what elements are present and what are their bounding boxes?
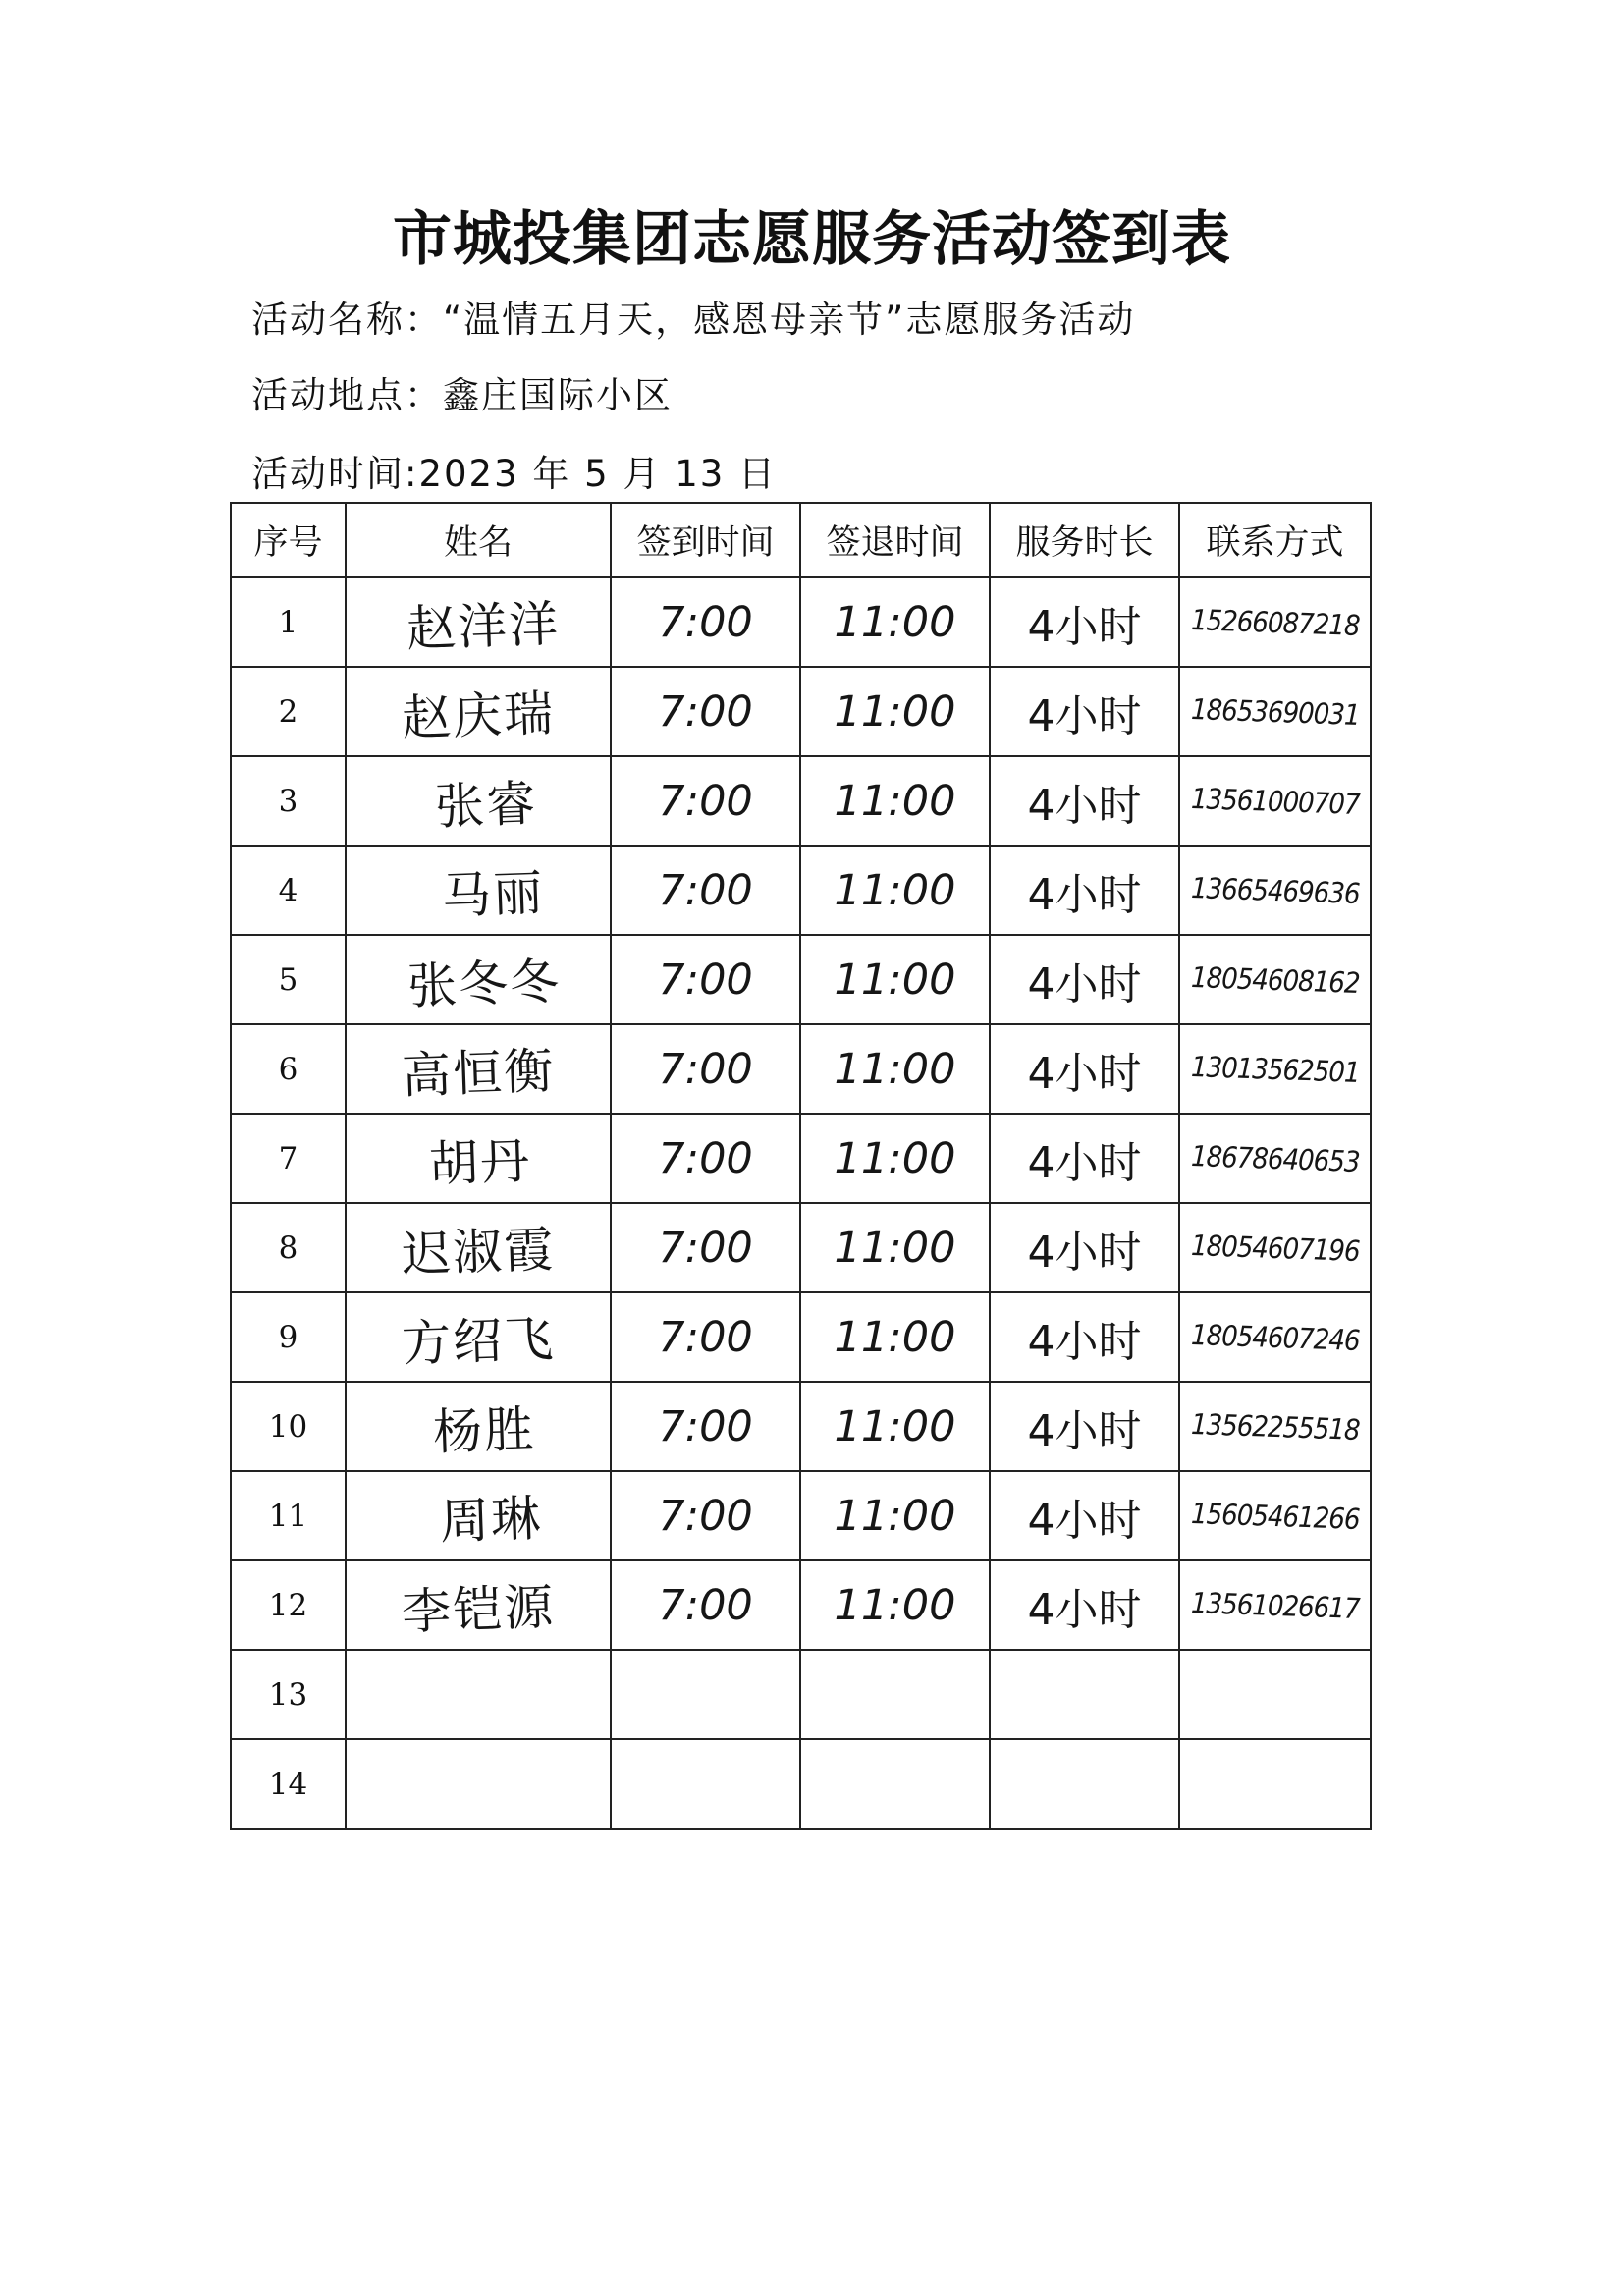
row-index: 6 xyxy=(278,1051,298,1087)
row-index-cell xyxy=(231,1471,346,1560)
volunteer-name-cell xyxy=(346,667,611,756)
row-index-cell xyxy=(231,1650,346,1739)
service-duration-cell xyxy=(990,1382,1179,1471)
contact-phone: 18678640653 xyxy=(1190,1138,1360,1178)
table-row xyxy=(231,577,1371,667)
sign-in-time-cell xyxy=(611,756,800,846)
sign-out-time: 11:00 xyxy=(834,1312,956,1362)
header-service-duration: 服务时长 xyxy=(990,503,1179,577)
header-name: 姓名 xyxy=(346,503,611,577)
sign-out-time: 11:00 xyxy=(834,865,956,915)
sign-in-time-cell xyxy=(611,1114,800,1203)
volunteer-name: 杨胜 xyxy=(432,1399,537,1461)
sign-out-time: 11:00 xyxy=(834,597,956,647)
volunteer-name: 李铠源 xyxy=(401,1577,557,1641)
sign-out-time-cell xyxy=(800,756,990,846)
table-row xyxy=(231,1382,1371,1471)
sign-out-time-cell xyxy=(800,577,990,667)
volunteer-name-cell xyxy=(346,1024,611,1114)
sign-out-time-cell xyxy=(800,1203,990,1292)
service-duration: 4小时 xyxy=(1027,601,1142,652)
service-duration-cell xyxy=(990,1292,1179,1382)
row-index: 8 xyxy=(278,1230,298,1266)
contact-phone: 13561000707 xyxy=(1190,781,1360,821)
table-row xyxy=(231,1560,1371,1650)
table-row xyxy=(231,1203,1371,1292)
activity-place: 活动地点：鑫庄国际小区 xyxy=(251,374,673,416)
contact-phone-cell xyxy=(1179,846,1371,935)
volunteer-name-cell xyxy=(346,1114,611,1203)
row-index: 13 xyxy=(268,1676,308,1713)
sign-out-time-cell xyxy=(800,1560,990,1650)
service-duration-cell xyxy=(990,1650,1179,1739)
table-row xyxy=(231,1471,1371,1560)
sign-in-time-cell xyxy=(611,667,800,756)
service-duration-cell xyxy=(990,935,1179,1024)
contact-phone: 13013562501 xyxy=(1190,1049,1360,1089)
sign-out-time: 11:00 xyxy=(834,686,956,737)
activity-time: 活动时间:2023 年 5 月 13 日 xyxy=(251,453,778,495)
sign-in-time: 7:00 xyxy=(658,865,753,915)
contact-phone: 13562255518 xyxy=(1190,1406,1360,1447)
service-duration-cell xyxy=(990,1471,1179,1560)
service-duration: 4小时 xyxy=(1027,1137,1142,1188)
service-duration-cell xyxy=(990,667,1179,756)
row-index-cell xyxy=(231,577,346,667)
row-index: 10 xyxy=(268,1408,308,1445)
contact-phone: 15605461266 xyxy=(1190,1496,1360,1536)
service-duration: 4小时 xyxy=(1027,958,1142,1010)
table-row xyxy=(231,1114,1371,1203)
sign-in-time-cell xyxy=(611,1024,800,1114)
contact-phone: 13665469636 xyxy=(1190,870,1360,910)
sign-out-time-cell xyxy=(800,1650,990,1739)
volunteer-name: 迟淑霞 xyxy=(401,1220,557,1284)
service-duration: 4小时 xyxy=(1027,1584,1142,1635)
contact-phone: 18054607246 xyxy=(1190,1317,1360,1357)
row-index: 9 xyxy=(278,1319,298,1355)
volunteer-name: 赵洋洋 xyxy=(406,594,562,658)
sign-in-time: 7:00 xyxy=(658,597,753,647)
row-index-cell xyxy=(231,1292,346,1382)
row-index: 14 xyxy=(268,1766,308,1802)
table-row xyxy=(231,846,1371,935)
row-index: 12 xyxy=(268,1587,308,1623)
row-index-cell xyxy=(231,935,346,1024)
table-row xyxy=(231,756,1371,846)
header-sign-out-time: 签退时间 xyxy=(800,503,990,577)
row-index: 4 xyxy=(278,872,298,908)
volunteer-name-cell xyxy=(346,935,611,1024)
sign-out-time-cell xyxy=(800,1024,990,1114)
sign-in-time-cell xyxy=(611,1292,800,1382)
sign-in-time-cell xyxy=(611,846,800,935)
row-index-cell xyxy=(231,1114,346,1203)
sign-in-time: 7:00 xyxy=(658,1044,753,1094)
volunteer-name: 马丽 xyxy=(441,863,546,925)
row-index: 2 xyxy=(278,693,298,730)
row-index: 11 xyxy=(268,1498,308,1534)
sign-out-time-cell xyxy=(800,1471,990,1560)
sign-out-time: 11:00 xyxy=(834,776,956,826)
sign-out-time: 11:00 xyxy=(834,1133,956,1183)
sign-out-time: 11:00 xyxy=(834,1491,956,1541)
sign-in-time-cell xyxy=(611,1203,800,1292)
volunteer-name: 张冬冬 xyxy=(406,952,563,1015)
sign-in-time-cell xyxy=(611,1471,800,1560)
contact-phone-cell xyxy=(1179,756,1371,846)
contact-phone-cell xyxy=(1179,1292,1371,1382)
volunteer-name-cell xyxy=(346,1471,611,1560)
row-index: 7 xyxy=(278,1140,298,1176)
table-row xyxy=(231,1739,1371,1829)
volunteer-name: 周琳 xyxy=(439,1489,544,1551)
volunteer-name-cell xyxy=(346,846,611,935)
volunteer-name: 方绍飞 xyxy=(401,1309,557,1373)
contact-phone-cell xyxy=(1179,1739,1371,1829)
volunteer-name: 张睿 xyxy=(434,774,539,836)
row-index-cell xyxy=(231,1382,346,1471)
sign-out-time-cell xyxy=(800,667,990,756)
sign-in-time: 7:00 xyxy=(658,776,753,826)
row-index-cell xyxy=(231,846,346,935)
sign-out-time-cell xyxy=(800,1292,990,1382)
service-duration-cell xyxy=(990,1203,1179,1292)
row-index: 3 xyxy=(278,783,298,819)
volunteer-name-cell xyxy=(346,1560,611,1650)
volunteer-name-cell xyxy=(346,1739,611,1829)
service-duration-cell xyxy=(990,756,1179,846)
service-duration: 4小时 xyxy=(1027,1316,1142,1367)
sign-in-time: 7:00 xyxy=(658,1580,753,1630)
table-row xyxy=(231,935,1371,1024)
contact-phone-cell xyxy=(1179,1650,1371,1739)
sign-in-time: 7:00 xyxy=(658,686,753,737)
service-duration-cell xyxy=(990,1560,1179,1650)
sign-in-time-cell xyxy=(611,1382,800,1471)
document-title: 市城投集团志愿服务活动签到表 xyxy=(393,205,1231,274)
row-index: 5 xyxy=(278,961,298,998)
sign-in-time-cell xyxy=(611,1739,800,1829)
volunteer-name: 赵庆瑞 xyxy=(401,683,557,747)
sign-in-time: 7:00 xyxy=(658,955,753,1005)
row-index-cell xyxy=(231,1024,346,1114)
service-duration: 4小时 xyxy=(1027,690,1142,741)
volunteer-name-cell xyxy=(346,1650,611,1739)
contact-phone-cell xyxy=(1179,1471,1371,1560)
volunteer-name-cell xyxy=(346,577,611,667)
sign-out-time-cell xyxy=(800,935,990,1024)
sign-in-time-cell xyxy=(611,935,800,1024)
sign-out-time-cell xyxy=(800,1739,990,1829)
service-duration-cell xyxy=(990,1739,1179,1829)
header-sign-in-time: 签到时间 xyxy=(611,503,800,577)
sign-in-time: 7:00 xyxy=(658,1491,753,1541)
volunteer-name-cell xyxy=(346,1203,611,1292)
contact-phone-cell xyxy=(1179,1382,1371,1471)
service-duration-cell xyxy=(990,577,1179,667)
table-row xyxy=(231,1292,1371,1382)
sign-out-time: 11:00 xyxy=(834,955,956,1005)
activity-name: 活动名称：“温情五月天，感恩母亲节”志愿服务活动 xyxy=(251,299,1136,341)
volunteer-name-cell xyxy=(346,756,611,846)
service-duration-cell xyxy=(990,846,1179,935)
sign-out-time-cell xyxy=(800,1114,990,1203)
contact-phone-cell xyxy=(1179,935,1371,1024)
contact-phone: 13561026617 xyxy=(1190,1585,1360,1625)
table-header-row xyxy=(231,503,1371,577)
sign-in-time: 7:00 xyxy=(658,1223,753,1273)
row-index-cell xyxy=(231,1203,346,1292)
sign-out-time: 11:00 xyxy=(834,1580,956,1630)
row-index-cell xyxy=(231,756,346,846)
row-index-cell xyxy=(231,667,346,756)
sign-out-time-cell xyxy=(800,1382,990,1471)
contact-phone-cell xyxy=(1179,1203,1371,1292)
sign-out-time: 11:00 xyxy=(834,1223,956,1273)
contact-phone-cell xyxy=(1179,1560,1371,1650)
table-row xyxy=(231,1024,1371,1114)
header-index: 序号 xyxy=(231,503,346,577)
service-duration: 4小时 xyxy=(1027,1048,1142,1099)
sign-in-table xyxy=(230,502,1372,1830)
row-index-cell xyxy=(231,1560,346,1650)
service-duration: 4小时 xyxy=(1027,780,1142,831)
table-row xyxy=(231,1650,1371,1739)
volunteer-name-cell xyxy=(346,1382,611,1471)
service-duration: 4小时 xyxy=(1027,869,1142,920)
sign-in-time-cell xyxy=(611,1560,800,1650)
volunteer-name: 胡丹 xyxy=(428,1131,533,1193)
service-duration: 4小时 xyxy=(1027,1227,1142,1278)
table-row xyxy=(231,667,1371,756)
header-contact: 联系方式 xyxy=(1179,503,1371,577)
service-duration: 4小时 xyxy=(1027,1495,1142,1546)
service-duration: 4小时 xyxy=(1027,1405,1142,1456)
service-duration-cell xyxy=(990,1114,1179,1203)
row-index-cell xyxy=(231,1739,346,1829)
sign-in-time: 7:00 xyxy=(658,1401,753,1451)
volunteer-name: 高恒衡 xyxy=(401,1041,557,1105)
contact-phone-cell xyxy=(1179,1114,1371,1203)
sign-out-time: 11:00 xyxy=(834,1044,956,1094)
contact-phone-cell xyxy=(1179,577,1371,667)
volunteer-name-cell xyxy=(346,1292,611,1382)
sign-in-time-cell xyxy=(611,577,800,667)
contact-phone-cell xyxy=(1179,667,1371,756)
sign-out-time-cell xyxy=(800,846,990,935)
contact-phone: 18054608162 xyxy=(1190,959,1360,1000)
contact-phone: 15266087218 xyxy=(1190,602,1360,642)
service-duration-cell xyxy=(990,1024,1179,1114)
contact-phone: 18653690031 xyxy=(1190,691,1360,732)
contact-phone: 18054607196 xyxy=(1190,1228,1360,1268)
row-index: 1 xyxy=(278,604,298,640)
sign-in-time-cell xyxy=(611,1650,800,1739)
sign-in-time: 7:00 xyxy=(658,1312,753,1362)
sign-out-time: 11:00 xyxy=(834,1401,956,1451)
contact-phone-cell xyxy=(1179,1024,1371,1114)
sign-in-time: 7:00 xyxy=(658,1133,753,1183)
